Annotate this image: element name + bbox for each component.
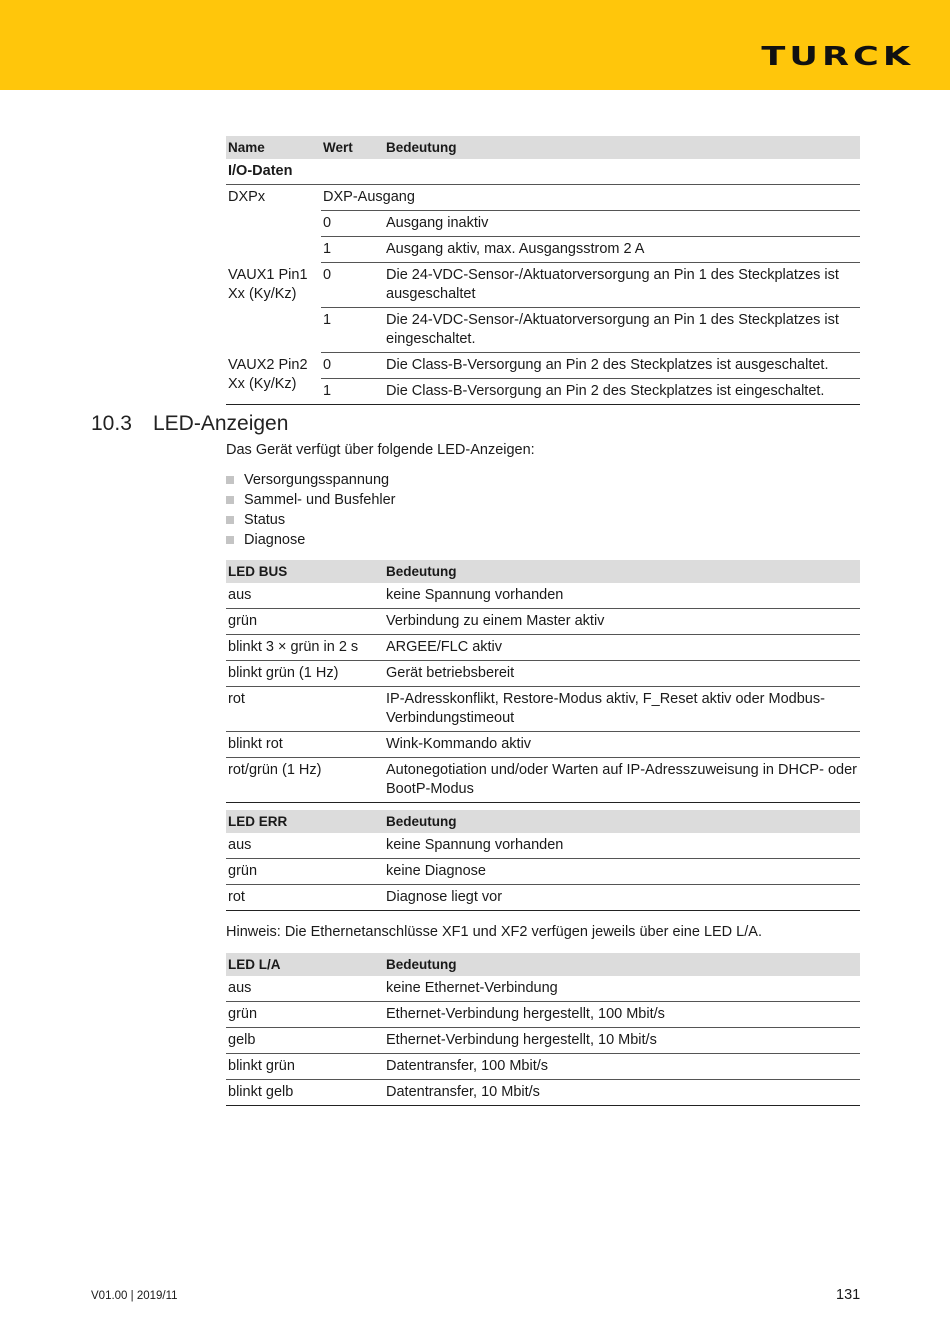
led-la-table [226, 953, 860, 1106]
meaning-cell: Die 24-VDC-Sensor-/Aktuatorversorgung an Pin 1 des Steckplatzes ist ausgeschaltet [384, 263, 860, 308]
meaning-cell: ARGEE/FLC aktiv [384, 635, 860, 661]
meaning-cell: Datentransfer, 100 Mbit/s [384, 1054, 860, 1080]
led-err-table [226, 810, 860, 911]
table-row [226, 661, 860, 687]
table-row [226, 1080, 860, 1106]
led-state-cell: rot [226, 687, 384, 732]
col-wert: Wert [321, 136, 384, 159]
meaning-cell: keine Diagnose [384, 859, 860, 885]
table-header-row [226, 136, 860, 159]
col-led: LED L/A [226, 953, 384, 976]
led-state-cell: rot/grün (1 Hz) [226, 758, 384, 803]
value-cell: 1 [321, 379, 384, 405]
led-state-cell: gelb [226, 1028, 384, 1054]
led-state-cell: blinkt 3 × grün in 2 s [226, 635, 384, 661]
bullet-square-icon [226, 476, 234, 484]
table-row [226, 263, 860, 308]
led-state-cell: grün [226, 1002, 384, 1028]
led-state-cell: grün [226, 859, 384, 885]
list-item-label: Sammel- und Busfehler [244, 492, 396, 508]
meaning-cell: Diagnose liegt vor [384, 885, 860, 911]
list-item [226, 490, 396, 510]
table-row [226, 635, 860, 661]
io-data-table [226, 136, 860, 405]
footer-version: V01.00 | 2019/11 [91, 1290, 178, 1302]
led-state-cell: grün [226, 609, 384, 635]
col-bedeutung: Bedeutung [384, 810, 860, 833]
list-item-label: Diagnose [244, 532, 306, 548]
led-state-cell: rot [226, 885, 384, 911]
table-row [226, 885, 860, 911]
meaning-cell: Die Class-B-Versorgung an Pin 2 des Steckplatzes ist ausgeschaltet. [384, 353, 860, 379]
led-state-cell: aus [226, 583, 384, 609]
list-item [226, 470, 396, 490]
page-header [0, 0, 950, 90]
meaning-cell: Verbindung zu einem Master aktiv [384, 609, 860, 635]
section-heading [91, 412, 288, 436]
meaning-cell: Die 24-VDC-Sensor-/Aktuatorversorgung an Pin 1 des Steckplatzes ist eingeschaltet. [384, 308, 860, 353]
list-item [226, 530, 396, 550]
meaning-cell: IP-Adresskonflikt, Restore-Modus aktiv, F_Reset aktiv oder Modbus-Verbindungstimeout [384, 687, 860, 732]
table-row [226, 353, 860, 379]
led-state-cell: blinkt grün [226, 1054, 384, 1080]
bullet-square-icon [226, 536, 234, 544]
table-row [226, 732, 860, 758]
meaning-cell: Ausgang aktiv, max. Ausgangsstrom 2 A [384, 237, 860, 263]
table-row [226, 976, 860, 1002]
table-row [226, 859, 860, 885]
meaning-cell: Ethernet-Verbindung hergestellt, 100 Mbit/s [384, 1002, 860, 1028]
led-state-cell: aus [226, 833, 384, 859]
table-section-row [226, 159, 860, 185]
table-header-row [226, 810, 860, 833]
table-row [226, 379, 860, 405]
meaning-cell: keine Spannung vorhanden [384, 833, 860, 859]
bullet-square-icon [226, 516, 234, 524]
col-bedeutung: Bedeutung [384, 136, 860, 159]
table-row [226, 609, 860, 635]
note-text: Hinweis: Die Ethernetanschlüsse XF1 und XF2 verfügen jeweils über eine LED L/A. [226, 924, 762, 940]
value-cell: 0 [321, 353, 384, 379]
table-row [226, 1002, 860, 1028]
list-item-label: Status [244, 512, 286, 528]
table-row [226, 237, 860, 263]
section-title: LED-Anzeigen [153, 412, 289, 435]
param-desc: DXP-Ausgang [321, 185, 860, 211]
meaning-cell: Datentransfer, 10 Mbit/s [384, 1080, 860, 1106]
col-led: LED ERR [226, 810, 384, 833]
value-cell: 0 [321, 263, 384, 308]
table-row [226, 1028, 860, 1054]
section-io-daten: I/O-Daten [226, 159, 860, 185]
turck-logo: TURCK [761, 42, 914, 72]
col-name: Name [226, 136, 321, 159]
meaning-cell: keine Spannung vorhanden [384, 583, 860, 609]
led-list [226, 470, 396, 550]
col-bedeutung: Bedeutung [384, 953, 860, 976]
list-item-label: Versorgungsspannung [244, 472, 390, 488]
section-number: 10.3 [91, 412, 132, 435]
meaning-cell: Gerät betriebsbereit [384, 661, 860, 687]
table-row [226, 1054, 860, 1080]
led-state-cell: blinkt rot [226, 732, 384, 758]
led-state-cell: blinkt grün (1 Hz) [226, 661, 384, 687]
table-row [226, 185, 860, 211]
meaning-cell: Die Class-B-Versorgung an Pin 2 des Steckplatzes ist eingeschaltet. [384, 379, 860, 405]
param-name: DXPx [228, 189, 266, 205]
meaning-cell: Autonegotiation und/oder Warten auf IP-Adresszuweisung in DHCP- oder BootP-Modus [384, 758, 860, 803]
value-cell: 0 [321, 211, 384, 237]
table-row [226, 833, 860, 859]
table-header-row [226, 560, 860, 583]
col-led: LED BUS [226, 560, 384, 583]
meaning-cell: Ausgang inaktiv [384, 211, 860, 237]
param-name: VAUX2 Pin2 Xx (Ky/Kz) [226, 353, 321, 405]
table-row [226, 687, 860, 732]
meaning-cell: Ethernet-Verbindung hergestellt, 10 Mbit/s [384, 1028, 860, 1054]
col-bedeutung: Bedeutung [384, 560, 860, 583]
led-state-cell: blinkt gelb [226, 1080, 384, 1106]
value-cell: 1 [321, 308, 384, 353]
bullet-square-icon [226, 496, 234, 504]
meaning-cell: Wink-Kommando aktiv [384, 732, 860, 758]
table-row [226, 211, 860, 237]
table-row [226, 758, 860, 803]
table-row [226, 308, 860, 353]
table-header-row [226, 953, 860, 976]
param-name: VAUX1 Pin1 Xx (Ky/Kz) [228, 266, 308, 302]
value-cell: 1 [321, 237, 384, 263]
meaning-cell: keine Ethernet-Verbindung [384, 976, 860, 1002]
table-row [226, 583, 860, 609]
led-state-cell: aus [226, 976, 384, 1002]
page-number: 131 [836, 1287, 861, 1303]
list-item [226, 510, 396, 530]
section-intro: Das Gerät verfügt über folgende LED-Anzeigen: [226, 442, 535, 458]
led-bus-table [226, 560, 860, 803]
